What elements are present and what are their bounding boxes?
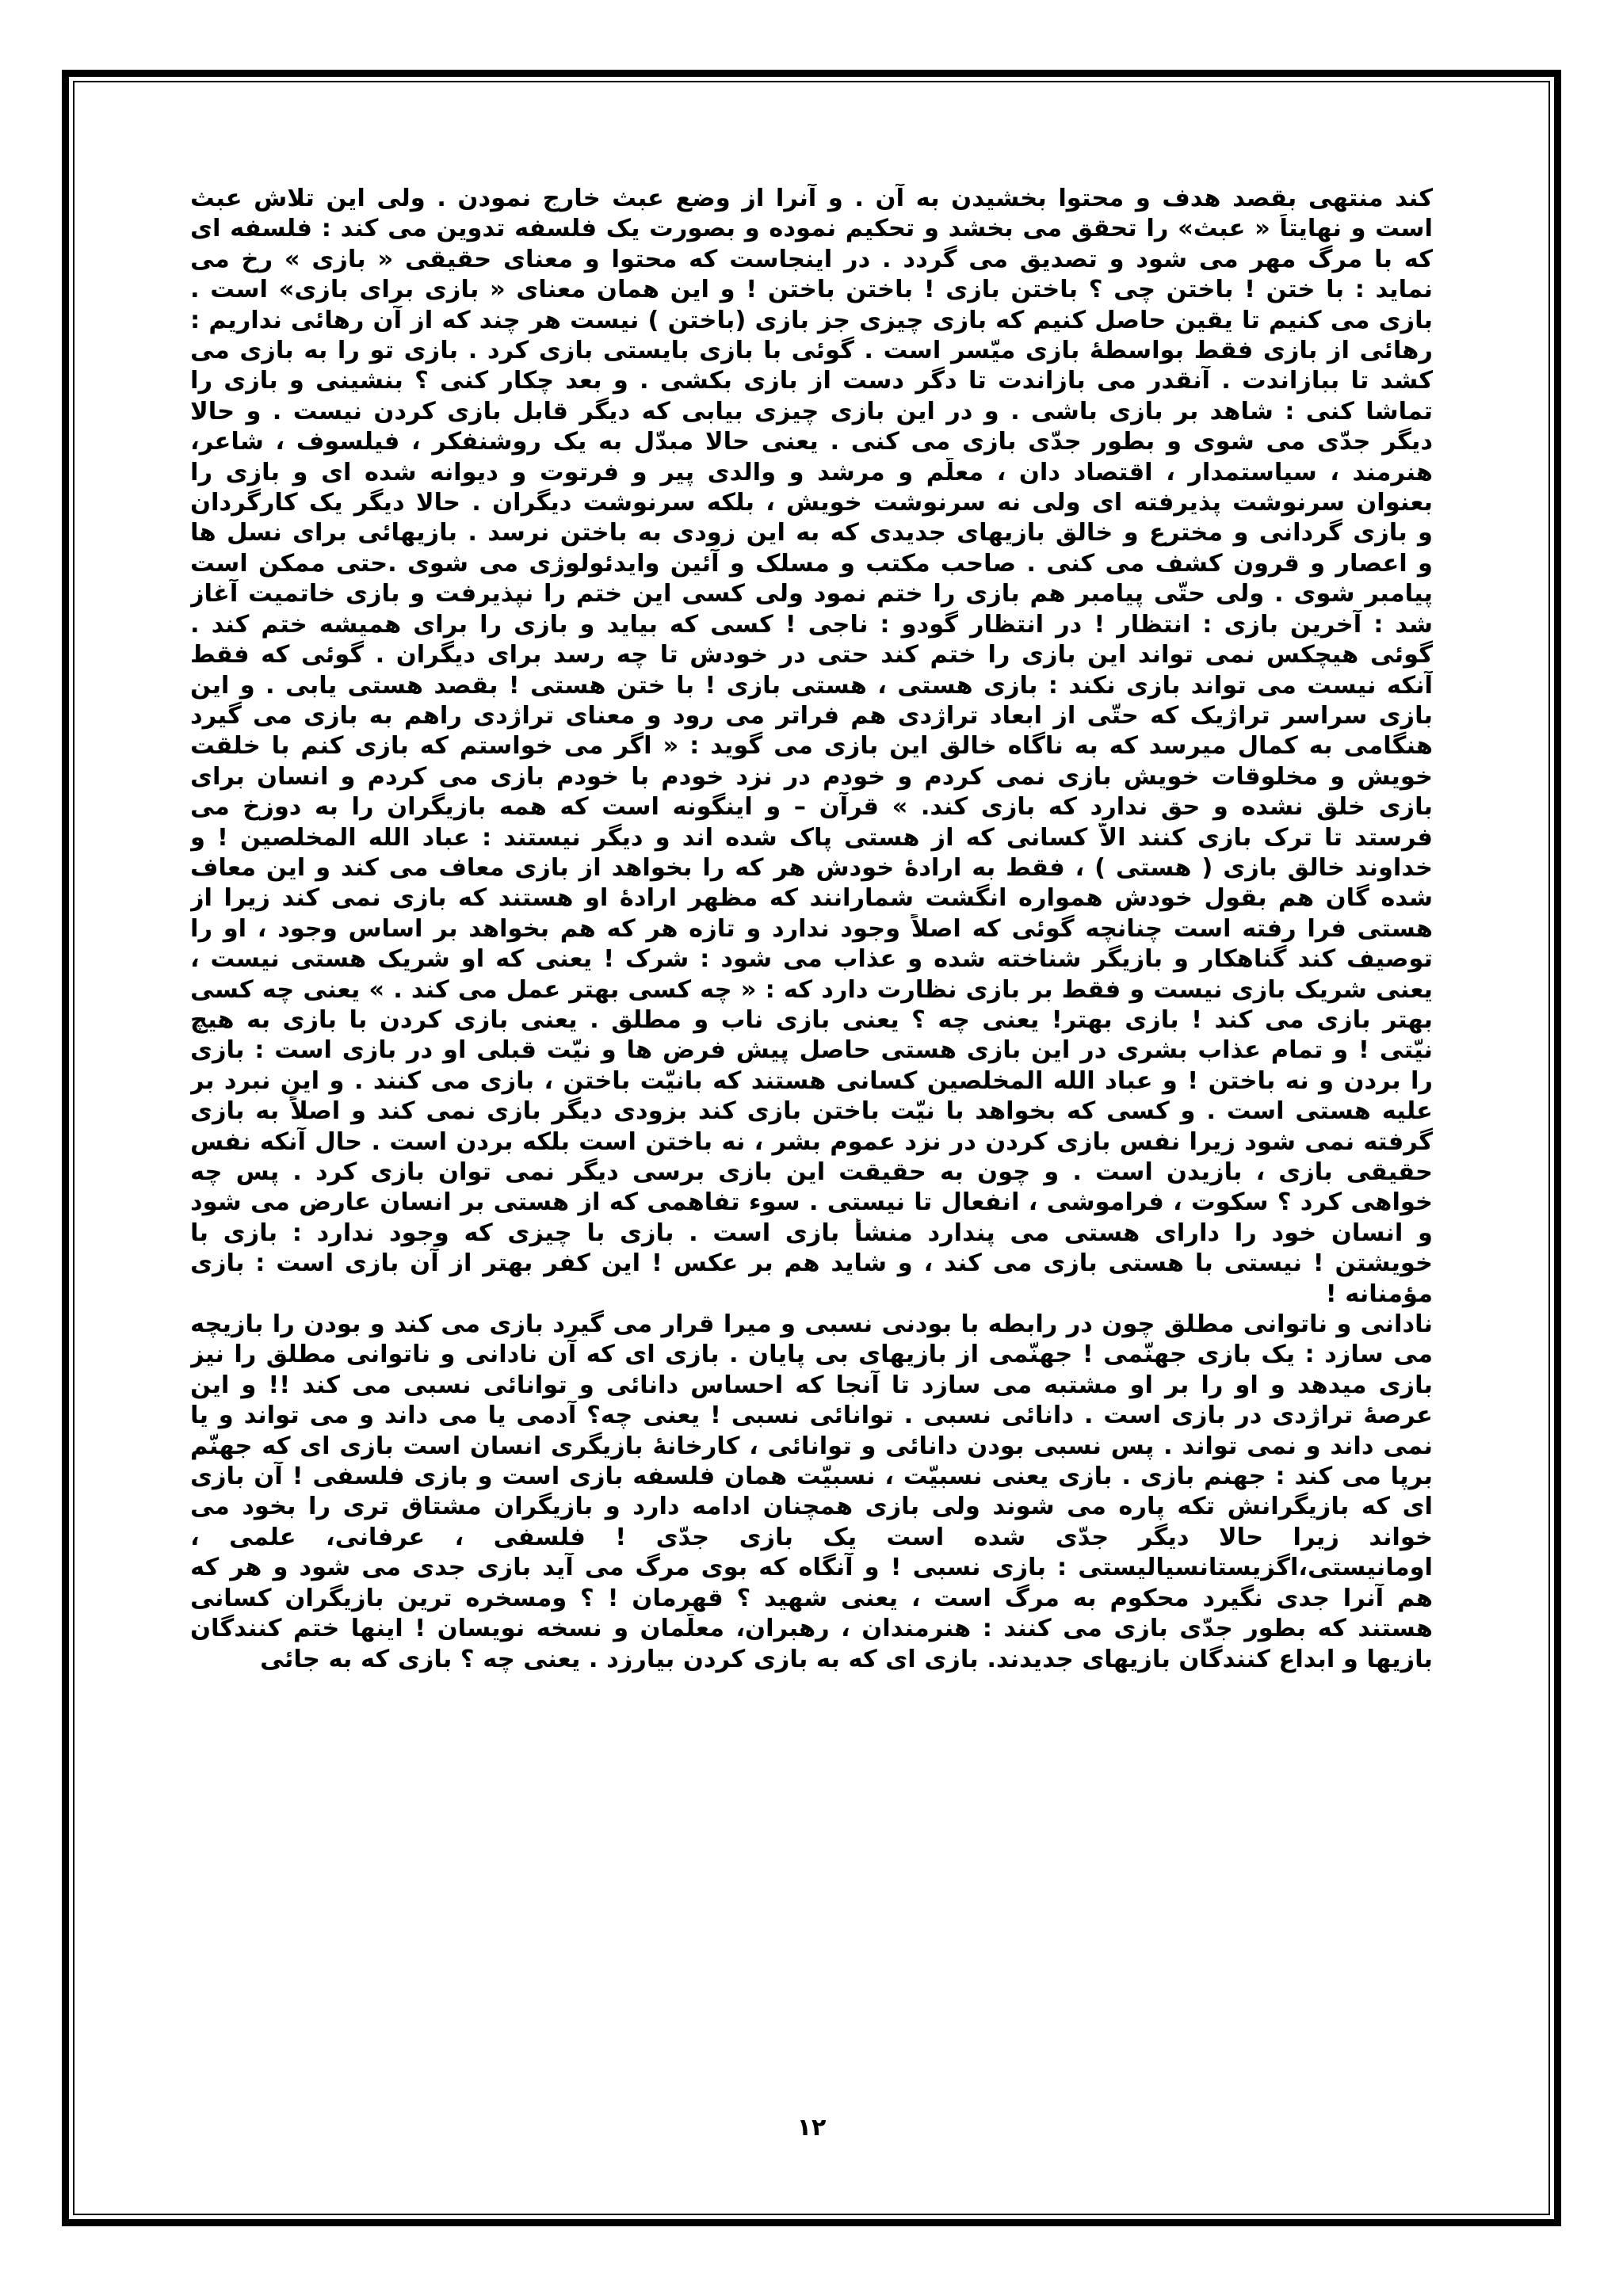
text-line: هستند که بطور جدّی بازی می کنند : هنرمندان ، رهبران، معلّمان و نسخه نویسان ! اینها ختم کنندگان: [190, 1615, 1433, 1643]
text-line: عرصهٔ تراژدی در بازی است . دانائی نسبی . توانائی نسبی ! یعنی چه؟ آدمی یا می داند و می تواند و یا: [190, 1402, 1433, 1430]
text-line: کشد تا ببازاندت . آنقدر می بازاندت تا دگر دست از بازی بکشی . و بعد چکار کنی ؟ بنشینی و بازی را: [190, 367, 1433, 395]
text-line: پیامبر شوی . ولی حتّی پیامبر هم بازی را ختم نمود ولی کسی این ختم را نپذیرفت و بازی خاتمیت آغاز: [190, 580, 1433, 608]
text-line: نیّتی ! و تمام عذاب بشری در این بازی هستی حاصل پیش فرض ها و نیّت قبلی او در بازی است : بازی: [190, 1036, 1433, 1065]
text-line: هنرمند ، سیاستمدار ، اقتصاد دان ، معلّم و مرشد و والدی پیر و فرتوت و دیوانه شده ای و بازی را: [190, 458, 1433, 486]
text-line: رهائی از بازی فقط بواسطهٔ بازی میّسر است . گوئی با بازی بایستی بازی کرد . بازی تو را به بازی می: [190, 337, 1433, 365]
text-line: بازی میدهد و او را بر او مشتبه می سازد تا آنجا که احساس دانائی و توانائی نسبی می کند !! و این: [190, 1371, 1433, 1399]
text-line: است و نهایتاً « عبث» را تحقق می بخشد و تحکیم نموده و بصورت یک فلسفه تدوین می کند : فلسفه ای: [190, 215, 1433, 243]
text-line: بازی می کنیم تا یقین حاصل کنیم که بازی چیزی جز بازی (باختن ) نیست هر چند که از آن رهائی نداریم :: [190, 306, 1433, 334]
text-line: تماشا کنی : شاهد بر بازی باشی . و در این بازی چیزی بیابی که دیگر قابل بازی کردن نیست . و حالا: [190, 397, 1433, 425]
text-line: نماید : با ختن ! باختن چی ؟ باختن بازی ! باختن باختن ! و این همان معنای « بازی برای بازی» است .: [190, 276, 1433, 304]
paragraph: [190, 184, 1433, 1310]
text-line: بهتر بازی می کند ! بازی بهتر! یعنی چه ؟ یعنی بازی ناب و مطلق . یعنی بازی کردن با بازی به هیچ: [190, 1005, 1433, 1034]
text-line: اومانیستی،اگزیستانسیالیستی : بازی نسبی ! و آنگاه که بوی مرگ می آید بازی جدی می شود و هر که: [190, 1554, 1433, 1582]
text-line: هنگامی به کمال میرسد که به ناگاه خالق این بازی می گوید : « اگر می خواستم که بازی کنم با خلقت: [190, 732, 1433, 761]
text-line: خواند زیرا حالا دیگر جدّی شده است یک بازی جدّی ! فلسفی ، عرفانی، علمی ،: [190, 1523, 1433, 1551]
text-line: آنکه نیست می تواند بازی نکند : بازی هستی ، هستی بازی ! با ختن هستی ! بقصد هستی یابی . و این: [190, 671, 1433, 700]
text-line: کند منتهی بقصد هدف و محتوا بخشیدن به آن . و آنرا از وضع عبث خارج نمودن . ولی این تلاش عبث: [190, 185, 1433, 212]
text-line: ای که بازیگرانش تکه پاره می شوند ولی بازی همچنان ادامه دارد و بازیگران مشتاق تری را بخود می: [190, 1493, 1433, 1521]
text-line: و بازی گردانی و مخترع و خالق بازیهای جدیدی که به این زودی به باختن نرسد . بازیهائی برای نسل ها: [190, 519, 1433, 547]
text-line: علیه هستی است . و کسی که بخواهد با نیّت باختن بازی کند بزودی دیگر بازی نمی کند و اصلاً به بازی: [190, 1097, 1433, 1126]
text-line: می سازد : یک بازی جهنّمی ! جهنّمی از بازیهای بی پایان . بازی ای که آن نادانی و ناتوانی مطلق را نیز: [190, 1341, 1433, 1369]
text-line: را بردن و نه باختن ! و عباد الله المخلصین کسانی هستند که بانیّت باختن ، بازی می کنند . و این نبرد بر: [190, 1066, 1433, 1095]
text-line: بازی خلق نشده و حق ندارد که بازی کند. » قرآن – و اینگونه است که همه بازیگران را به دوزخ می: [190, 793, 1433, 822]
text-line: گوئی هیچکس نمی تواند این بازی را ختم کند حتی در خودش تا چه رسد برای دیگران . گوئی که فقط: [190, 641, 1433, 669]
text-line: که با مرگ مهر می شود و تصدیق می گردد . در اینجاست که محتوا و معنای حقیقی « بازی » رخ می: [190, 245, 1433, 273]
text-line: بازی سراسر تراژیک که حتّی از ابعاد تراژدی هم فراتر می رود و معنای تراژدی راهم به بازی می گیرد: [190, 701, 1433, 730]
text-line: نمی داند و نمی تواند . پس نسبی بودن دانائی و توانائی ، کارخانهٔ بازیگری انسان است بازی ای که جهنّم: [190, 1432, 1433, 1460]
text-line: شد : آخرین بازی : انتظار ! در انتظار گودو : ناجی ! کسی که بیاید و بازی را برای همیشه ختم کند .: [190, 610, 1433, 639]
text-line: شده گان هم بقول خودش همواره انگشت شمارانند که مظهر ارادهٔ او هستند که بازی نمی کند زیرا از: [190, 884, 1433, 913]
page-body-text: [190, 184, 1433, 1675]
text-line: خداوند خالق بازی ( هستی ) ، فقط به ارادهٔ خودش هر که را بخواهد از بازی معاف می کند و این معاف: [190, 853, 1433, 882]
text-line: توصیف کند گناهکار و بازیگر شناخته شده و عذاب می شود : شرک ! یعنی که او شریک هستی نیست ،: [190, 945, 1433, 974]
text-line: گرفته نمی شود زیرا نفس بازی کردن در نزد عموم بشر ، نه باختن است بلکه بردن است . حال آنکه نفس: [190, 1127, 1433, 1156]
text-line: هستی فرا رفته است چنانچه گوئی که اصلاً وجود ندارد و تازه هر که هم بخواهد بر اساس وجود ، او را: [190, 914, 1433, 943]
text-line: خویشتن ! نیستی با هستی بازی می کند ، و شاید هم بر عکس ! این کفر بهتر از آن بازی است : بازی: [190, 1249, 1433, 1278]
text-line: بعنوان سرنوشت پذیرفته ای ولی نه سرنوشت خویش ، بلکه سرنوشت دیگران . حالا دیگر یک کارگردان: [190, 489, 1433, 517]
text-line: و اعصار و قرون کشف می کنی . صاحب مکتب و مسلک و آئین وایدئولوژی می شوی .حتی ممکن است: [190, 549, 1433, 578]
page-number: ۱۲: [796, 2114, 827, 2142]
paragraph: [190, 1310, 1433, 1675]
text-line: هم آنرا جدی نگیرد محکوم به مرگ است ، یعنی شهید ؟ قهرمان ! ؟ ومسخره ترین بازیگران کسانی: [190, 1584, 1433, 1612]
text-line: نادانی و ناتوانی مطلق چون در رابطه با بودنی نسبی و میرا قرار می گیرد بازی می کند و بودن را بازیچه: [190, 1310, 1433, 1339]
text-line: و انسان خود را دارای هستی می پندارد منشأ بازی است . بازی با چیزی که وجود ندارد : بازی با: [190, 1219, 1433, 1247]
text-line: برپا می کند : جهنم بازی . بازی یعنی نسبیّت ، نسبیّت همان فلسفه بازی است و بازی فلسفی ! آن بازی: [190, 1463, 1433, 1491]
text-line: خواهی کرد ؟ سکوت ، فراموشی ، انفعال تا نیستی . سوء تفاهمی که از هستی بر انسان عارض می شود: [190, 1188, 1433, 1217]
text-line: یعنی شریک بازی نیست و فقط بر بازی نظارت دارد که : « چه کسی بهتر عمل می کند . » یعنی چه کسی: [190, 975, 1433, 1004]
text-line: فرستد تا ترک بازی کنند الاّ کسانی که از هستی پاک شده اند و دیگر نیستند : عباد الله المخلصین ! و: [190, 823, 1433, 852]
text-line: بازیها و ابداع کنندگان بازیهای جدیدند. بازی ای که به بازی کردن بیارزد . یعنی چه ؟ بازی که به جائی: [260, 1645, 1433, 1673]
text-line: مؤمنانه !: [1325, 1280, 1433, 1308]
text-line: دیگر جدّی می شوی و بطور جدّی بازی می کنی . یعنی حالا مبدّل به یک روشنفکر ، فیلسوف ، شاعر،: [190, 428, 1433, 456]
text-line: حقیقی بازی ، بازیدن است . و چون به حقیقت این بازی برسی دیگر نمی توان بازی کرد . پس چه: [190, 1158, 1433, 1186]
text-line: خویش و مخلوقات خویش بازی نمی کردم و خودم در نزد خودم با خودم بازی می کردم و انسان برای: [190, 762, 1433, 791]
